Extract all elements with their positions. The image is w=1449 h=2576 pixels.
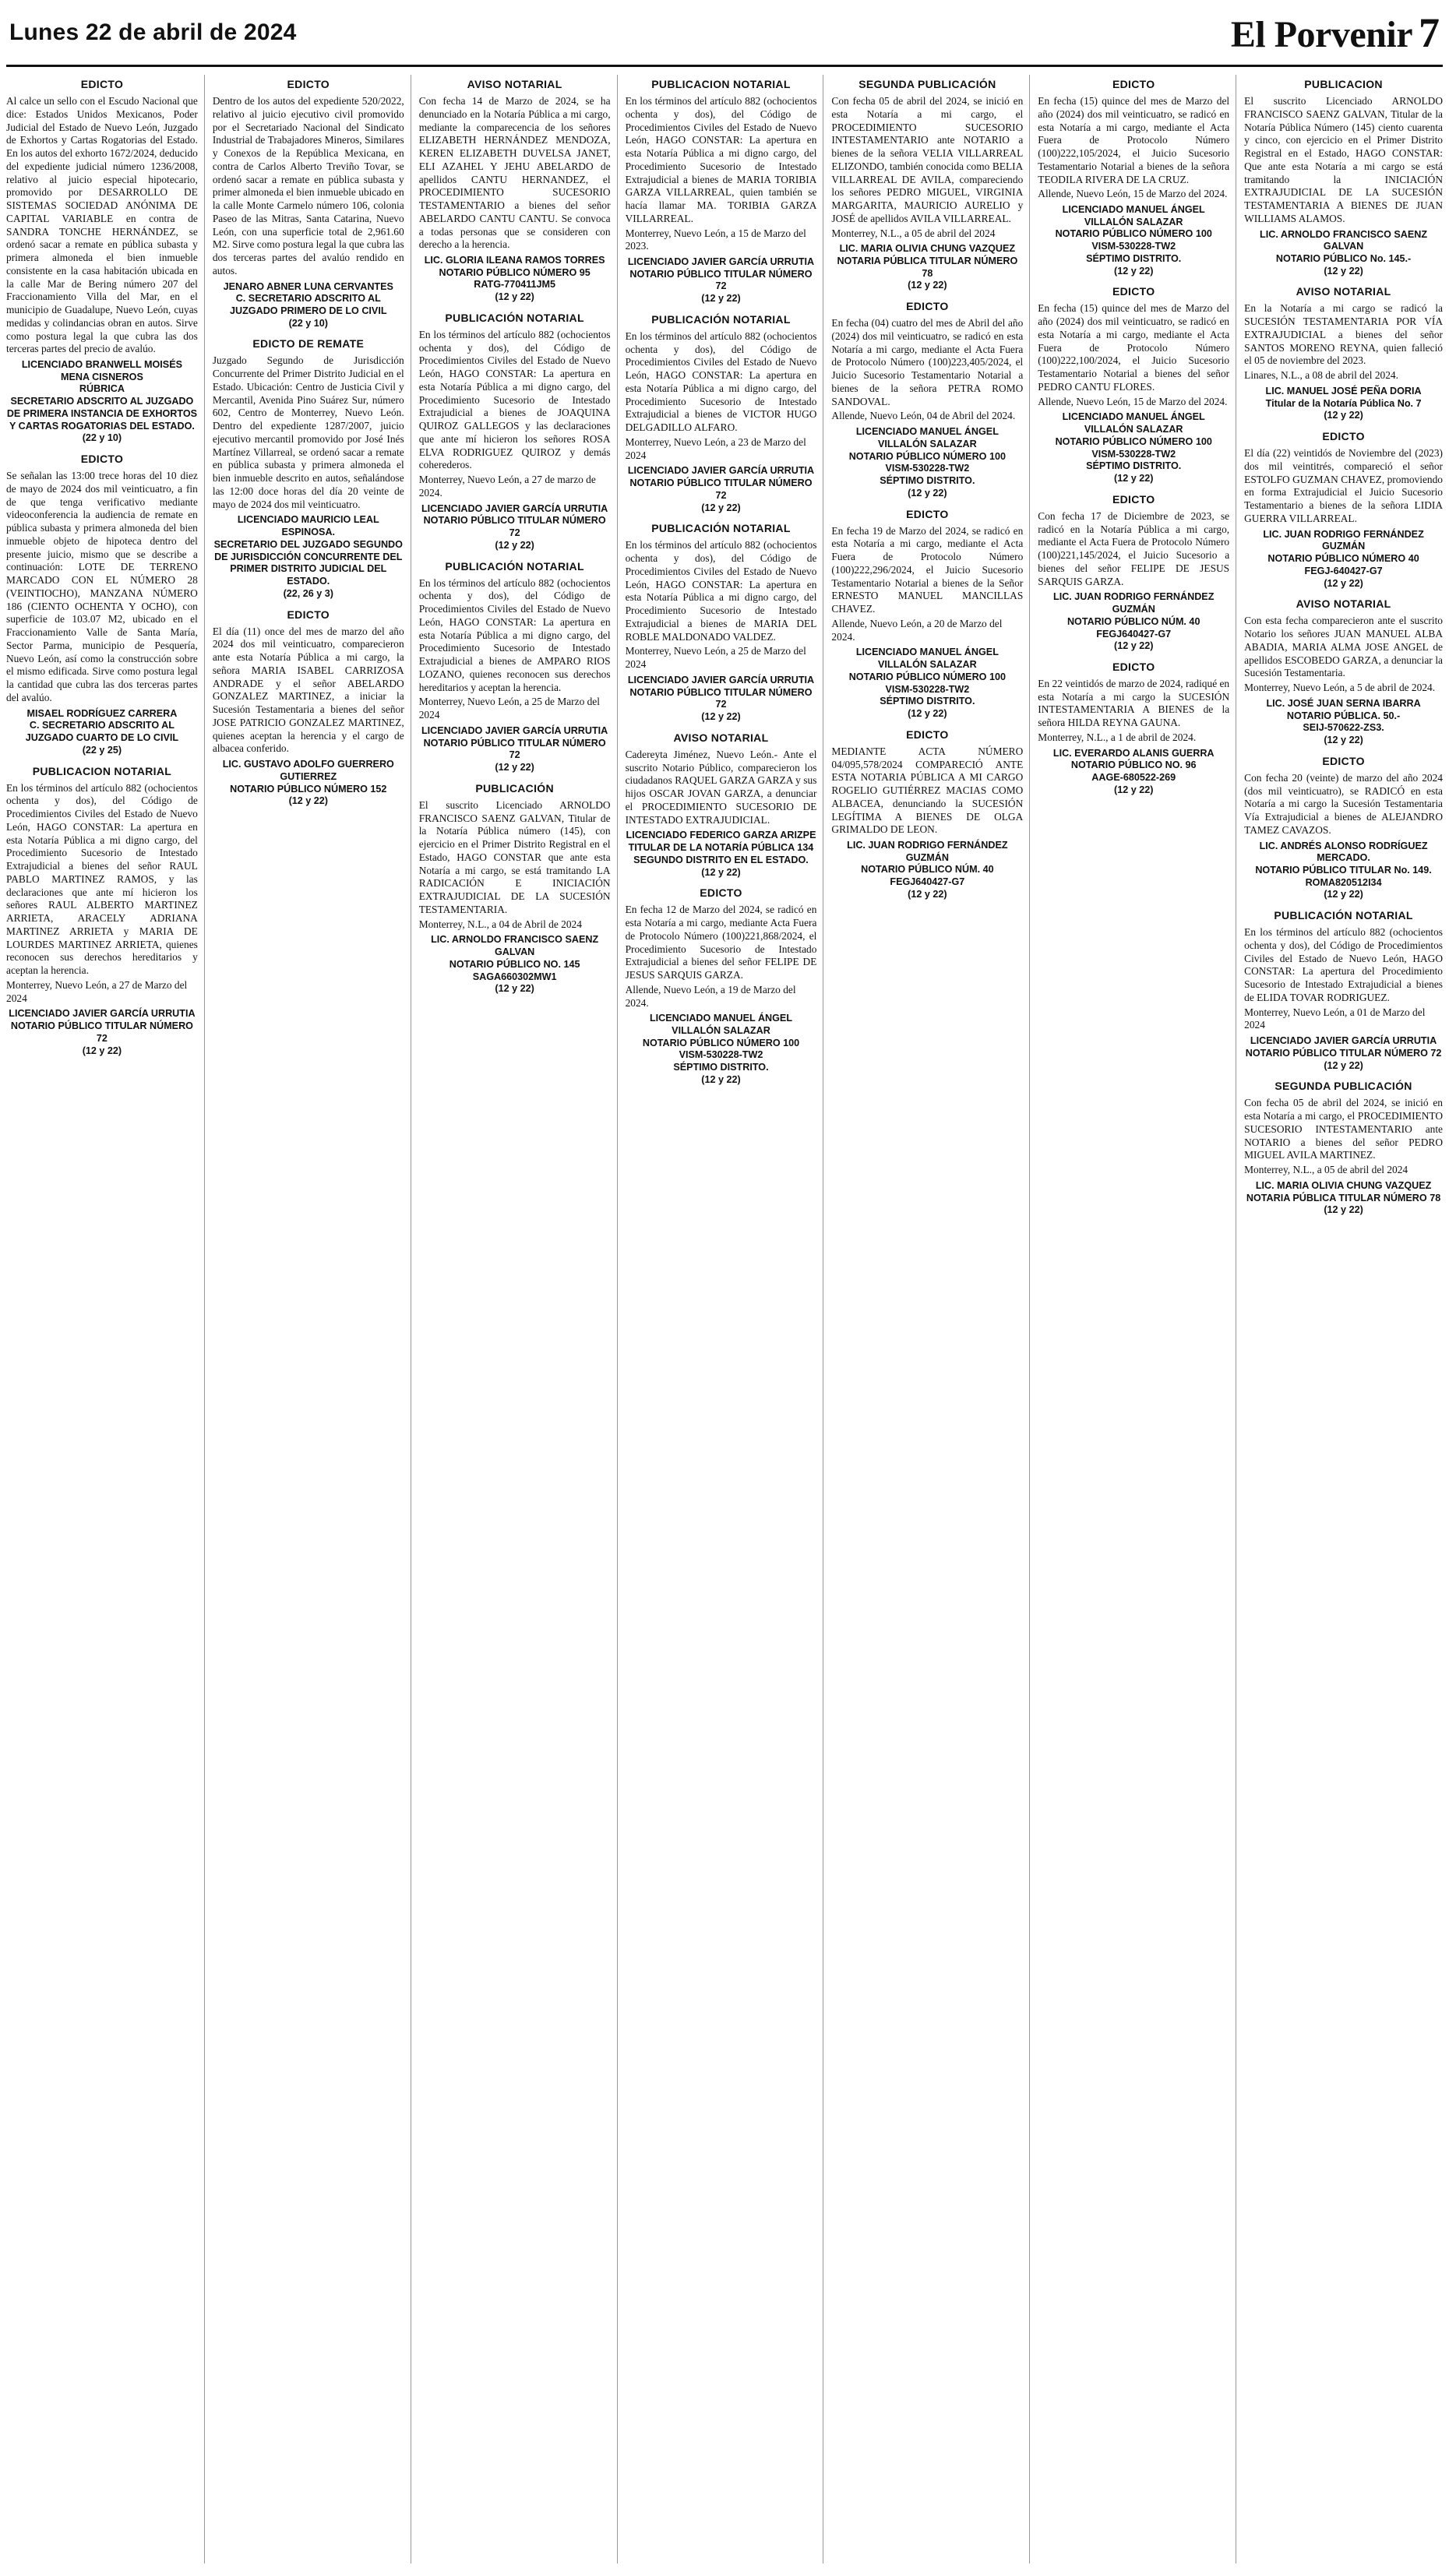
notice-title: AVISO NOTARIAL (1296, 597, 1391, 611)
notice-title: AVISO NOTARIAL (467, 78, 562, 90)
masthead (6, 0, 1443, 67)
notice-signature: LICENCIADO FEDERICO GARZA ARIZPE TITULAR DE LA NOTARÍA PÚBLICA 134 SEGUNDO DISTRITO EN EL ESTADO. (12 y 22) (626, 830, 816, 878)
legal-notice (626, 313, 817, 514)
notice-title: EDICTO (1322, 754, 1365, 767)
notice-body: En fecha 12 de Marzo del 2024, se radicó en esta Notaría a mi cargo, mediante Acta Fuera de Protocolo Número (100)221,868/2024, el Procedimiento Sucesorio de Intestado Extrajudicial a bienes del señor FELIPE DE JESUS SARQUIS GARZA. (625, 904, 817, 981)
notice-date: Monterrey, Nuevo León, a 23 de Marzo del 2024 (625, 435, 806, 461)
notice-title: AVISO NOTARIAL (673, 731, 769, 744)
notice-date: Monterrey, Nuevo León, a 5 de abril de 2024. (1244, 682, 1436, 694)
notice-signature: LIC. ARNOLDO FRANCISCO SAENZ GALVAN NOTARIO PÚBLICO NO. 145 SAGA660302MW1 (12 y 22) (431, 934, 599, 995)
notice-signature: LICENCIADO JAVIER GARCÍA URRUTIA NOTARIO PÚBLICO TITULAR NÚMERO 72 (12 y 22) (627, 465, 815, 513)
notice-body: En los términos del artículo 882 (ochocientos ochenta y dos), del Código de Procedimientos Civiles del Estado de Nuevo León, HAGO CONSTAR: La apertura en esta Notaría Pública a mi digno cargo, del Procedimiento Sucesorio de Intestado Extrajudicial a bienes de MARIA TORIBIA GARZA VILLARREAL, quien también se hacía llamar MA. TORIBIA GARZA VILLARREAL. (625, 95, 817, 224)
legal-notice (626, 522, 817, 723)
newspaper-brand (1231, 9, 1440, 57)
classified-columns (6, 67, 1443, 2564)
legal-notice (1244, 78, 1443, 277)
notice-title: SEGUNDA PUBLICACIÓN (1274, 1080, 1412, 1093)
legal-notice (1038, 661, 1229, 797)
notice-body: El suscrito Licenciado ARNOLDO FRANCISCO SAENZ GALVAN, Titular de la Notaría Pública número (145), con ejercicio en el Primer Distrito Registral en el Estado, HAGO CONSTAR que ante esta Notaría a mi cargo, se está tramitando LA RADICACIÓN E INICIACIÓN EXTRAJUDICIAL DE LA SUCESIÓN TESTAMENTARIA. (418, 798, 611, 915)
notice-signature: LICENCIADO MANUEL ÁNGEL VILLALÓN SALAZAR NOTARIO PÚBLICO NÚMERO 100 VISM-530228-TW2 SÉPTIMO DISTRITO. (12 y 22) (1055, 411, 1212, 485)
notice-signature: LIC. JUAN RODRIGO FERNÁNDEZ GUZMÁN NOTARIO PÚBLICO NÚMERO 40 FEGJ-640427-G7 (12 y 22) (1263, 528, 1424, 589)
notice-signature: LIC. MANUEL JOSÉ PEÑA DORIA Titular de la Notaría Pública No. 7 (12 y 22) (1265, 385, 1422, 421)
issue-date: Lunes 22 de abril de 2024 (9, 19, 297, 45)
legal-notice (213, 78, 404, 329)
notice-title: EDICTO (1112, 492, 1155, 506)
legal-notice (831, 78, 1023, 292)
notice-title: SEGUNDA PUBLICACIÓN (858, 78, 996, 90)
notice-title: EDICTO (1322, 430, 1365, 443)
legal-notice (831, 300, 1023, 499)
notice-signature: LICENCIADO MANUEL ÁNGEL VILLALÓN SALAZAR NOTARIO PÚBLICO NÚMERO 100 VISM-530228-TW2 SÉPTIMO DISTRITO. (12 y 22) (848, 647, 1006, 720)
notice-signature: LICENCIADO JAVIER GARCÍA URRUTIA NOTARIO PÚBLICO TITULAR NÚMERO 72 (12 y 22) (627, 256, 815, 305)
legal-notice (626, 78, 817, 305)
notice-date: Monterrey, Nuevo León, a 27 de marzo de 2024. (418, 474, 596, 499)
legal-notice (1038, 285, 1229, 485)
notice-body: En los términos del artículo 882 (ochocientos ochenta y dos), del Código de Procedimientos Civiles del Estado de Nuevo León, HAGO CONSTAR: La apertura del Procedimiento Sucesorio de Intestado Extrajudicial a bienes de ELIDA TOVAR RODRIGUEZ. (1244, 926, 1443, 1003)
legal-notice (626, 731, 817, 879)
notice-signature: LICENCIADO JAVIER GARCÍA URRUTIA NOTARIO PÚBLICO TITULAR NÚMERO 72 (12 y 22) (9, 1008, 196, 1056)
notice-signature: LICENCIADO JAVIER GARCÍA URRUTIA NOTARIO PÚBLICO TITULAR NÚMERO 72 (12 y 22) (627, 674, 815, 723)
legal-notice (6, 453, 198, 756)
notice-body: En 22 veintidós de marzo de 2024, radiqué en esta Notaría a mi cargo la SUCESIÓN INTESTAMENTARIA A BIENES de la señora HILDA REYNA GAUNA. (1038, 677, 1230, 729)
legal-notice (831, 508, 1023, 721)
notice-title: EDICTO (906, 728, 949, 741)
notice-signature: LICENCIADO MANUEL ÁNGEL VILLALÓN SALAZAR NOTARIO PÚBLICO NÚMERO 100 VISM-530228-TW2 SÉPTIMO DISTRITO. (12 y 22) (1055, 204, 1212, 277)
column-6 (1038, 75, 1236, 2564)
notice-title: PUBLICACIÓN NOTARIAL (445, 311, 584, 324)
notice-signature: LICENCIADO MANUEL ÁNGEL VILLALÓN SALAZAR NOTARIO PÚBLICO NÚMERO 100 VISM-530228-TW2 SÉPTIMO DISTRITO. (12 y 22) (848, 426, 1006, 499)
notice-date: Allende, Nuevo León, a 19 de Marzo del 2024. (625, 983, 796, 1009)
notice-title: PUBLICACION (1304, 78, 1383, 90)
notice-title: EDICTO (906, 300, 949, 313)
notice-title: EDICTO (80, 78, 124, 90)
legal-notice (6, 78, 198, 445)
legal-notice (419, 78, 611, 304)
legal-notice (419, 560, 611, 774)
notice-body: Con fecha 17 de Diciembre de 2023, se radicó en la Notaría Pública a mi cargo, mediante el Acta Fuera de Protocolo Número (100)221,145/2024, el Juicio Sucesorio a bienes del señor FELIPE DE JESUS SARQUIS GARZA. (1038, 509, 1230, 587)
notice-title: EDICTO (700, 886, 742, 900)
legal-notice (1244, 285, 1443, 422)
notice-signature: LICENCIADO BRANWELL MOISÉS MENA CISNEROS RÚBRICA SECRETARIO ADSCRITO AL JUZGADO DE PRIMERA INSTANCIA DE EXHORTOS Y CARTAS ROGATORIAS DEL ESTADO. (22 y 10) (6, 359, 198, 444)
notice-body: En la Notaría a mi cargo se radicó la SUCESIÓN TESTAMENTARIA POR VÍA EXTRAJUDICIAL a bienes del señor SANTOS MORENO REYNA, quien falleció el 05 de noviembre del 2023. (1244, 302, 1443, 367)
legal-notice (1038, 493, 1229, 653)
notice-body: En los términos del artículo 882 (ochocientos ochenta y dos), del Código de Procedimientos Civiles del Estado de Nuevo León, HAGO CONSTAR: La apertura en esta Notaría Pública a mi digno cargo, del Procedimiento Sucesorio de Intestado Extrajudicial a bienes de JOAQUINA QUIROZ GALLEGOS y las declaraciones que ante mí hicieron los señores ROSA ELVA RODRIGUEZ QUIROZ y demás coherederos. (418, 328, 611, 471)
notice-body: El día (11) once del mes de marzo del año 2024 dos mil veinticuatro, comparecieron ante esta Notaría Pública a mi cargo, la señora MARIA ISABEL CARRIZOSA ANDRADE y el señor ABELARDO GONZALEZ MARTINEZ, a iniciar la Sucesión Testamentaria a bienes del señor JOSE PATRICIO GONZALEZ MARTINEZ, quienes aceptan la herencia y el cargo de albacea conferido. (212, 625, 404, 755)
notice-date: Allende, Nuevo León, 15 de Marzo del 2024. (1038, 188, 1228, 200)
notice-title: EDICTO (287, 608, 330, 621)
notice-title: EDICTO (1112, 78, 1155, 90)
legal-notice (1244, 597, 1443, 746)
notice-body: Con fecha 14 de Marzo de 2024, se ha denunciado en la Notaría Pública a mi cargo, mediante la comparecencia de los señores ELIZABETH HERNÁNDEZ MENDOZA, KEREN ELIZABETH DUVELSA JANET, ELI AZAHEL Y JEHU ABELARDO de apellidos CANTU HERNANDEZ, el PROCEDIMIENTO SUCESORIO TESTAMENTARIO a bienes del señor ABELARDO CANTU CANTU. Se convoca a todas personas que se consideren con derecho a la herencia. (418, 95, 611, 251)
notice-signature: LIC. ANDRÉS ALONSO RODRÍGUEZ MERCADO. NOTARIO PÚBLICO TITULAR No. 149. ROMA820512I34 (12 y 22) (1255, 840, 1432, 900)
notice-body: Con fecha 05 de abril del 2024, se inició en esta Notaría a mi cargo, el PROCEDIMIENTO SUCESORIO INTESTAMENTARIO ante NOTARIO a bienes del señor PEDRO MIGUEL AVILA MARTINEZ. (1244, 1097, 1443, 1161)
notice-body: En fecha (04) cuatro del mes de Abril del año (2024) dos mil veinticuatro, se radicó en esta Notaría a mi cargo, mediante el Acta Fuera de Protocolo Número (100)223,405/2024, el Juicio Sucesorio Testamentario Notarial a bienes de la señora PETRA ROMO SANDOVAL. (831, 317, 1024, 407)
notice-signature: LICENCIADO JAVIER GARCÍA URRUTIA NOTARIO PÚBLICO TITULAR NÚMERO 72 (12 y 22) (1245, 1035, 1442, 1071)
page-number: 7 (1419, 9, 1440, 56)
notice-title: EDICTO (906, 507, 949, 520)
notice-body: Con esta fecha comparecieron ante el suscrito Notario los señores JUAN MANUEL ALBA ABADIA, MARIA ALMA JOSE ANGEL de apellidos ESCOBEDO GARZA, a denunciar la Sucesión Testamentaria. (1244, 615, 1443, 679)
legal-notice (1244, 430, 1443, 590)
legal-notice (1244, 909, 1443, 1072)
notice-signature: LIC. JUAN RODRIGO FERNÁNDEZ GUZMÁN NOTARIO PÚBLICO NÚM. 40 FEGJ640427-G7 (12 y 22) (1053, 591, 1215, 652)
notice-date: Monterrey, Nuevo León, a 27 de Marzo del 2024 (6, 978, 188, 1004)
notice-date: Monterrey, N.L., a 04 de Abril de 2024 (418, 918, 582, 930)
notice-body: En los términos del artículo 882 (ochocientos ochenta y dos), del Código de Procedimientos Civiles del Estado de Nuevo León, HAGO CONSTAR: La apertura en esta Notaría Pública a mi digno cargo, del Procedimiento Sucesorio de Intestado Extrajudicial a bienes de MARIA DEL ROBLE MALDONADO VALDEZ. (625, 539, 817, 643)
notice-signature: LIC. EVERARDO ALANIS GUERRA NOTARIO PÚBLICO NO. 96 AAGE-680522-269 (12 y 22) (1052, 747, 1215, 795)
notice-date: Monterrey, N.L., a 1 de abril de 2024. (1038, 731, 1197, 743)
notice-signature: LICENCIADO JAVIER GARCÍA URRUTIA NOTARIO PÚBLICO TITULAR NÚMERO 72 (12 y 22) (421, 502, 608, 551)
column-1 (6, 75, 205, 2564)
notice-body: Juzgado Segundo de Jurisdicción Concurrente del Primer Distrito Judicial en el Estado. Ubicación: Centro de Justicia Civil y Mercantil, Avenida Pino Suárez Sur, número 602, Centro de Monterrey, Nuevo León. Dentro del expediente 1287/2007, juicio ejecutivo mercantil promovido por José Inés Martínez Villarreal, se ordenó sacar a remate en pública subasta y primera almoneda el bien inmueble descrito en autos, señalándose las 12:00 doce horas del día 20 veinte de mayo de 2024 dos mil veinticuatro. (212, 354, 404, 510)
column-7 (1244, 75, 1443, 2564)
notice-signature: LIC. JUAN RODRIGO FERNÁNDEZ GUZMÁN NOTARIO PÚBLICO NÚM. 40 FEGJ640427-G7 (12 y 22) (847, 840, 1008, 900)
notice-title: PUBLICACION NOTARIAL (32, 764, 172, 777)
column-5 (831, 75, 1030, 2564)
legal-notice (213, 337, 404, 600)
notice-signature: LIC. MARIA OLIVIA CHUNG VAZQUEZ NOTARIA PÚBLICA TITULAR NÚMERO 78 (12 y 22) (1246, 1179, 1441, 1216)
notice-signature: LIC. MARIA OLIVIA CHUNG VAZQUEZ NOTARIA PÚBLICA TITULAR NÚMERO 78 (12 y 22) (837, 243, 1018, 291)
notice-title: EDICTO (1112, 285, 1155, 298)
notice-body: En fecha 19 de Marzo del 2024, se radicó en esta Notaría a mi cargo, mediante el Acta Fuera de Protocolo Número (100)222,296/2024, el Juicio Sucesorio Testamentario Notarial a bienes de la Señor ERNESTO MANUEL MANCILLAS CHAVEZ. (831, 524, 1024, 615)
column-3 (419, 75, 618, 2564)
notice-signature: MISAEL RODRÍGUEZ CARRERA C. SECRETARIO ADSCRITO AL JUZGADO CUARTO DE LO CIVIL (22 y 25) (25, 707, 179, 756)
notice-title: EDICTO (287, 78, 330, 90)
legal-notice (1038, 78, 1229, 277)
notice-date: Allende, Nuevo León, 15 de Marzo del 2024. (1038, 395, 1228, 407)
notice-date: Linares, N.L., a 08 de abril del 2024. (1244, 369, 1398, 382)
notice-body: Con fecha 20 (veinte) de marzo del año 2024 (dos mil veinticuatro), se RADICÓ en esta Notaría a mi cargo la Sucesión Testamentaria Vía Extrajudicial a bienes de ALEJANDRO TAMEZ CAVAZOS. (1244, 771, 1443, 836)
newspaper-logo-text: El Porvenir (1230, 13, 1412, 55)
notice-body: En los términos del artículo 882 (ochocientos ochenta y dos), del Código de Procedimientos Civiles del Estado de Nuevo León, HAGO CONSTAR: La apertura en esta Notaría Pública a mi digno cargo, del Procedimiento Sucesorio de Intestado Extrajudicial a bienes de VICTOR HUGO DELGADILLO ALFARO. (625, 329, 817, 434)
notice-title: PUBLICACIÓN NOTARIAL (651, 522, 791, 535)
legal-notice (6, 765, 198, 1058)
notice-title: PUBLICACIÓN (475, 781, 554, 795)
notice-title: PUBLICACIÓN NOTARIAL (1274, 909, 1413, 922)
notice-title: EDICTO (80, 453, 124, 466)
notice-body: Al calce un sello con el Escudo Nacional que dice: Estados Unidos Mexicanos, Poder Judicial del Estado de Nuevo León, Juzgado de Exhortos y Cartas Rogatorias del Estado. En los autos del exhorto 1672/2024, deducido del expediente judicial número 1236/2008, relativo al juicio especial hipotecario, promovido por DESARROLLO DE SISTEMAS SOCIEDAD ANÓNIMA DE CAPITAL VARIABLE en contra de SANDRA TONCHE HERNÁNDEZ, se ordenó sacar a remate en pública subasta y primera almoneda el bien inmueble consistente en la casa habitación ubicada en la calle Mar de Bering número 207 del Fraccionamiento Villa del Mar, en el municipio de Guadalupe, Nuevo León, cuyas medidas y colindancias obran en autos. Sirve como postura legal la que cubra las dos terceras partes del precio de avalúo. (6, 95, 198, 355)
legal-notice (831, 728, 1023, 901)
notice-title: PUBLICACION NOTARIAL (651, 78, 791, 90)
legal-notice (213, 608, 404, 808)
notice-title: PUBLICACIÓN NOTARIAL (651, 312, 791, 326)
notice-date: Allende, Nuevo León, a 20 de Marzo del 2024. (831, 617, 1003, 643)
notice-date: Monterrey, Nuevo León, a 01 de Marzo del 2024 (1244, 1006, 1426, 1031)
notice-body: En fecha (15) quince del mes de Marzo del año (2024) dos mil veinticuatro, se radicó en esta Notaría a mi cargo, mediante el Acta Fuera de Protocolo Número (100)222,105/2024, el Juicio Sucesorio Testamentario Notarial a bienes de la señora TEODILA RIVERA DE LA CRUZ. (1038, 95, 1230, 185)
legal-notice (1244, 1080, 1443, 1217)
column-4 (626, 75, 824, 2564)
notice-signature: LIC. GUSTAVO ADOLFO GUERRERO GUTIERREZ NOTARIO PÚBLICO NÚMERO 152 (12 y 22) (222, 759, 394, 807)
notice-body: Cadereyta Jiménez, Nuevo León.- Ante el suscrito Notario Público, comparecieron los ciudadanos RAQUEL GARZA GARZA y sus hijos OSCAR JOVAN GARZA, a denunciar el PROCEDIMIENTO SUCESORIO DE INTESTADO EXTRAJUDICIAL. (625, 748, 817, 826)
notice-title: PUBLICACIÓN NOTARIAL (445, 559, 584, 573)
notice-date: Monterrey, Nuevo León, a 15 de Marzo del 2023. (625, 227, 806, 252)
legal-notice (626, 886, 817, 1086)
notice-title: AVISO NOTARIAL (1296, 285, 1391, 298)
notice-signature: LIC. ARNOLDO FRANCISCO SAENZ GALVAN NOTARIO PÚBLICO No. 145.- (12 y 22) (1260, 228, 1428, 277)
notice-body: En fecha (15) quince del mes de Marzo del año (2024) dos mil veinticuatro, se radicó en esta Notaría a mi cargo, mediante el Acta Fuera de Protocolo Número (100)222,100/2024, el Juicio Sucesorio Testamentario Notarial a bienes del señor PEDRO CANTU FLORES. (1038, 302, 1230, 393)
notice-signature: JENARO ABNER LUNA CERVANTES C. SECRETARIO ADSCRITO AL JUZGADO PRIMERO DE LO CIVIL (22 y 10) (223, 280, 393, 329)
notice-body: Se señalan las 13:00 trece horas del 10 diez de mayo de 2024 dos mil veinticuatro, a fin de que tenga verificativo mediante videoconferencia la audiencia de remate en pública subasta y primera almoneda del bien inmueble objeto de hipoteca dentro del presente juicio, mismo que se describe a continuación: LOTE DE TERRENO MARCADO CON EL NÚMERO 28 (VEINTIOCHO), MANZANA NÚMERO 186 (CIENTO OCHENTA Y OCHO), con superficie de 103.07 M2, ubicado en el Fraccionamiento Valle de Santa María, Sector Parma, municipio de Pesquería, Nuevo León, así como la construcción sobre el mismo edificada. Sirve como postura legal la cantidad que cubra las dos terceras partes del avalúo. (6, 470, 198, 703)
notice-body: Dentro de los autos del expediente 520/2022, relativo al juicio ejecutivo civil promovido por el Secretariado Nacional del Sindicato Industrial de Trabajadores Mineros, Similares y Conexos de la República Mexicana, en contra de Carlos Alberto Treviño Tovar, se ordenó sacar a remate en pública subasta y primer almoneda el bien inmueble ubicado en la calle Monte Carmelo número 106, colonia Paseo de las Mitras, Santa Catarina, Nuevo León, con una superficie total de 2,961.60 M2. Sirve como postura legal la que cubra las dos terceras partes del avalúo rendido en autos. (212, 95, 404, 277)
notice-body: El suscrito Licenciado ARNOLDO FRANCISCO SAENZ GALVAN, Titular de la Notaría Pública Número (145) ciento cuarenta y cinco, con ejercicio en el Primer Distrito Registral en el Estado, HAGO CONSTAR: Que ante esta Notaría a mi cargo se está tramitando la INICIACIÓN EXTRAJUDICIAL DE LA SUCESIÓN TESTAMENTARIA A BIENES DE JUAN WILLIAMS ALAMOS. (1244, 95, 1443, 224)
notice-signature: LICENCIADO JAVIER GARCÍA URRUTIA NOTARIO PÚBLICO TITULAR NÚMERO 72 (12 y 22) (421, 724, 608, 774)
notice-date: Monterrey, Nuevo León, a 25 de Marzo del 2024 (418, 696, 600, 721)
legal-notice (419, 312, 611, 552)
notice-signature: LICENCIADO MAURICIO LEAL ESPINOSA. SECRETARIO DEL JUZGADO SEGUNDO DE JURISDICCIÓN CONCURRENTE DEL PRIMER DISTRITO JUDICIAL DEL ESTADO. (22, 26 y 3) (213, 514, 403, 599)
notice-signature: LICENCIADO MANUEL ÁNGEL VILLALÓN SALAZAR NOTARIO PÚBLICO NÚMERO 100 VISM-530228-TW2 SÉPTIMO DISTRITO. (12 y 22) (642, 1013, 800, 1085)
notice-signature: LIC. GLORIA ILEANA RAMOS TORRES NOTARIO PÚBLICO NÚMERO 95 RATG-770411JM5 (12 y 22) (424, 255, 605, 303)
notice-date: Monterrey, N.L., a 05 de abril del 2024 (1244, 1164, 1408, 1176)
legal-notice (419, 782, 611, 996)
notice-title: EDICTO (1112, 660, 1155, 673)
notice-signature: LIC. JOSÉ JUAN SERNA IBARRA NOTARIO PÚBLICA. 50.- SEIJ-570622-ZS3. (12 y 22) (1266, 697, 1421, 746)
notice-body: En los términos del artículo 882 (ochocientos ochenta y dos), del Código de Procedimientos Civiles del Estado de Nuevo León, HAGO CONSTAR: La apertura en esta Notaría Pública a mi digno cargo, del Procedimiento Sucesorio de Intestado Extrajudicial a bienes del señor RAUL PABLO MARTINEZ RAMOS, y las declaraciones que ante mí hicieron los señores RAUL ALBERTO MARTINEZ ARRIETA, ARACELY ADRIANA MARTINEZ ARRIETA y MARIA DE LOURDES MARTINEZ ARRIETA, quienes reconocen sus derechos hereditarios y aceptan la herencia. (6, 781, 198, 977)
notice-body: MEDIANTE ACTA NÚMERO 04/095,578/2024 COMPARECIÓ ANTE ESTA NOTARIA PÚBLICA A MI CARGO ROGELIO GUTIÉRREZ MACIAS COMO ALBACEA, denunciando la SUCESIÓN LEGÍTIMA A BIENES DE OLGA GRIMALDO DE LEON. (831, 745, 1024, 836)
notice-title: EDICTO DE REMATE (252, 337, 365, 351)
notice-date: Monterrey, N.L., a 05 de abril del 2024 (831, 227, 996, 239)
column-2 (213, 75, 411, 2564)
notice-date: Monterrey, Nuevo León, a 25 de Marzo del 2024 (625, 645, 806, 671)
notice-date: Allende, Nuevo León, 04 de Abril del 2024. (831, 410, 1016, 422)
notice-body: Con fecha 05 de abril del 2024, se inició en esta Notaría a mi cargo, el PROCEDIMIENTO SUCESORIO INTESTAMENTARIO ante NOTARIO a bienes de la señora VELIA VILLARREAL ELIZONDO, también conocida como BELIA VILLARREAL DE AVILA, compareciendo los señores PEDRO MIGUEL, VIRGINIA MARGARITA, MAURICIO AURELIO y JOSÉ de apellidos AVILA VILLARREAL. (831, 95, 1024, 224)
notice-body: El día (22) veintidós de Noviembre del (2023) dos mil veintitrés, compareció el señor ESTOLFO GUZMAN CHAVEZ, promoviendo en forma Extrajudicial el Juicio Sucesorio Testamentario a bienes de la señora LIDIA GUERRA VILLARREAL. (1244, 447, 1443, 524)
legal-notice (1244, 755, 1443, 901)
notice-body: En los términos del artículo 882 (ochocientos ochenta y dos), del Código de Procedimientos Civiles del Estado de Nuevo León, HAGO CONSTAR: La apertura en esta Notaría Pública a mi digno cargo, del Procedimiento Sucesorio de Intestado Extrajudicial a bienes de AMPARO RIOS LOZANO, quienes reconocen sus derechos hereditarios y aceptan la herencia. (418, 576, 611, 693)
